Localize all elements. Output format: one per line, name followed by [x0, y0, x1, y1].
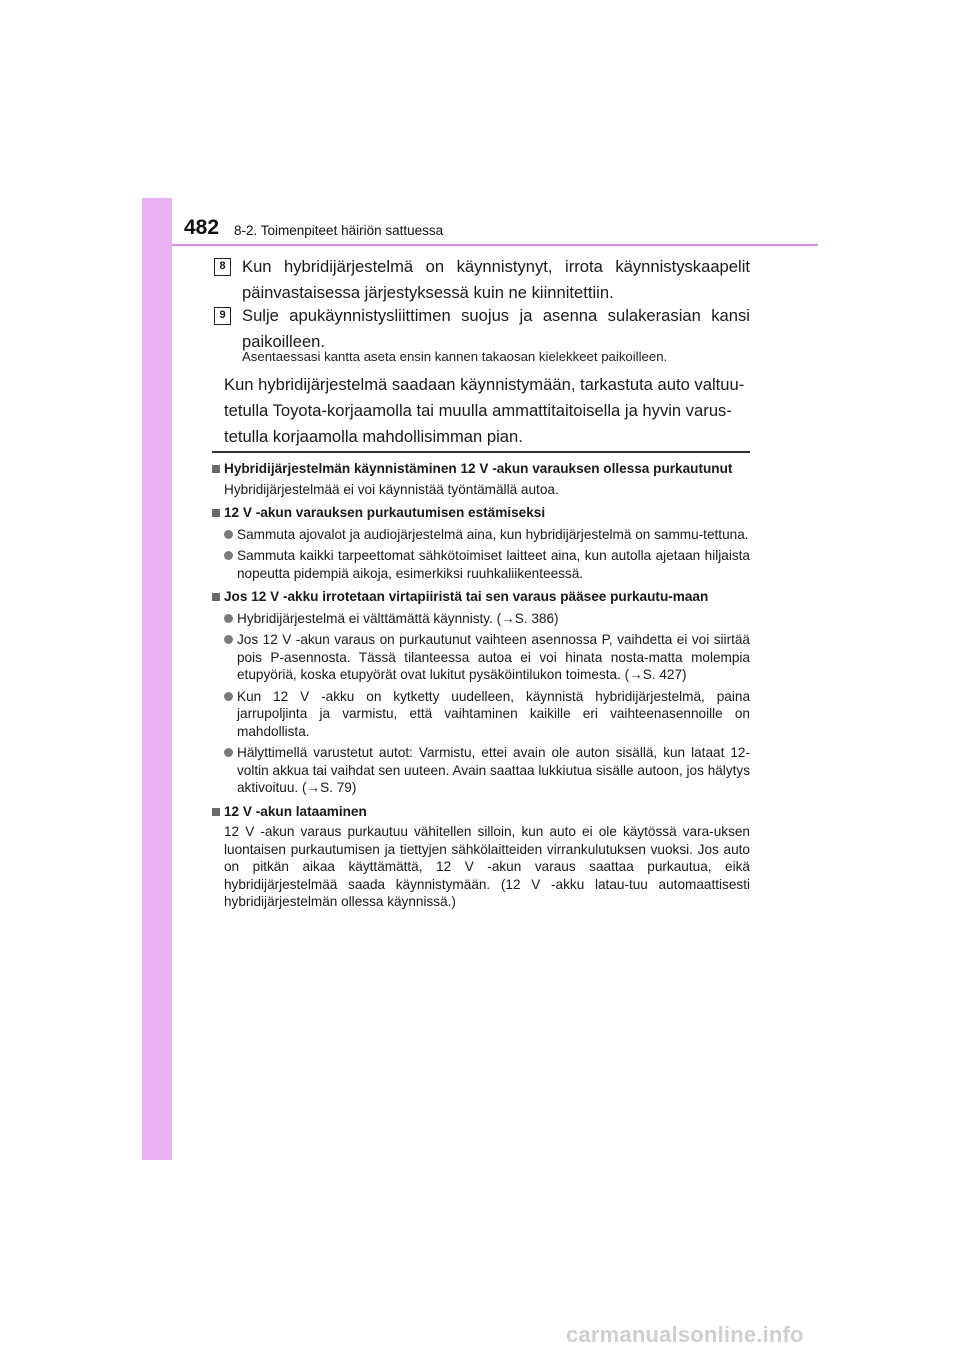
step-8: [214, 254, 750, 306]
round-bullet-icon: [224, 635, 233, 644]
round-bullet-icon: [224, 748, 233, 757]
note-block: [212, 504, 750, 582]
chapter-title: 8-2. Toimenpiteet häiriön sattuessa: [234, 223, 444, 238]
note-bullet: Hybridijärjestelmä ei välttämättä käynnisty. (→S. 386): [212, 610, 750, 628]
note-block: [212, 588, 750, 797]
step-9: [214, 303, 750, 355]
side-color-band: [142, 198, 172, 1160]
round-bullet-icon: [224, 614, 233, 623]
square-bullet-icon: [212, 593, 220, 601]
note-bullet: Jos 12 V -akun varaus on purkautunut vaihteen asennossa P, vaihdetta ei voi siirtää pois P-asennosta. Tässä tilanteessa autoa ei voi hinata nosta-matta molempia etupyöriä, koska etupyörät ovat lukitut pysäköintilukon toimesta. (→S. 427): [212, 631, 750, 684]
square-bullet-icon: [212, 509, 220, 517]
square-bullet-icon: [212, 808, 220, 816]
note-heading: Hybridijärjestelmän käynnistäminen 12 V -akun varauksen ollessa purkautunut: [212, 460, 750, 478]
round-bullet-icon: [224, 692, 233, 701]
header-divider: [172, 244, 818, 246]
main-paragraph: Kun hybridijärjestelmä saadaan käynnistymään, tarkastuta auto valtuu-tetulla Toyota-korjaamolla tai muulla ammattitaitoisella ja hyvin varus-tetulla korjaamolla mahdollisimman pian.: [224, 375, 745, 446]
note-body: Hybridijärjestelmää ei voi käynnistää työntämällä autoa.: [224, 481, 559, 497]
square-bullet-icon: [212, 465, 220, 473]
page-number: 482: [184, 216, 220, 239]
watermark: carmanualsonline.info: [566, 1322, 804, 1347]
note-bullet: Sammuta kaikki tarpeettomat sähkötoimiset laitteet aina, kun autolla ajetaan hiljaista nopeutta pidempiä aikoja, esimerkiksi ruuhkaliikenteessä.: [212, 547, 750, 582]
note-bullet: Kun 12 V -akku on kytketty uudelleen, käynnistä hybridijärjestelmä, paina jarrupoljinta ja varmistu, että vaihtaminen kaikille eri vaihteenasennoille on mahdollista.: [212, 688, 750, 741]
round-bullet-icon: [224, 551, 233, 560]
note-body: 12 V -akun varaus purkautuu vähitellen silloin, kun auto ei ole käytössä vara-uksen luontaisen purkautumisen ja tiettyjen sähkölaitteiden virrankulutuksen vuoksi. Jos auto on pitkän aikaa käyttämättä, 12 V -akun varaus saattaa purkautua, eikä hybridijärjestelmää saada käynnistymään. (12 V -akku latau-tuu automaattisesti hybridijärjestelmän ollessa käynnissä.): [224, 824, 750, 909]
step-number-box: 8: [214, 258, 231, 276]
step-note: Asentaessasi kantta aseta ensin kannen takaosan kielekkeet paikoilleen.: [242, 349, 668, 364]
section-divider: [212, 451, 750, 453]
step-text: Kun hybridijärjestelmä on käynnistynyt, irrota käynnistyskaapelit päinvastaisessa järjestyksessä kuin ne kiinnitettiin.: [242, 257, 750, 302]
round-bullet-icon: [224, 530, 233, 539]
note-heading: Jos 12 V -akku irrotetaan virtapiiristä tai sen varaus pääsee purkautu-maan: [212, 588, 750, 606]
note-block: [212, 460, 750, 498]
notes-section: [212, 460, 750, 917]
step-text: Sulje apukäynnistysliittimen suojus ja asenna sulakerasian kansi paikoilleen.: [242, 306, 750, 351]
note-heading: 12 V -akun varauksen purkautumisen estämiseksi: [212, 504, 750, 522]
step-number-box: 9: [214, 307, 231, 325]
note-heading: 12 V -akun lataaminen: [212, 803, 750, 821]
note-block: [212, 803, 750, 911]
note-bullet: Hälyttimellä varustetut autot: Varmistu, ettei avain ole auton sisällä, kun lataat 12-voltin akkua tai vaihdat sen uuteen. Avain saattaa lukkiutua sisälle autoon, jos hälytys aktivoituu. (→S. 79): [212, 744, 750, 797]
note-bullet: Sammuta ajovalot ja audiojärjestelmä aina, kun hybridijärjestelmä on sammu-tettuna.: [212, 526, 750, 544]
